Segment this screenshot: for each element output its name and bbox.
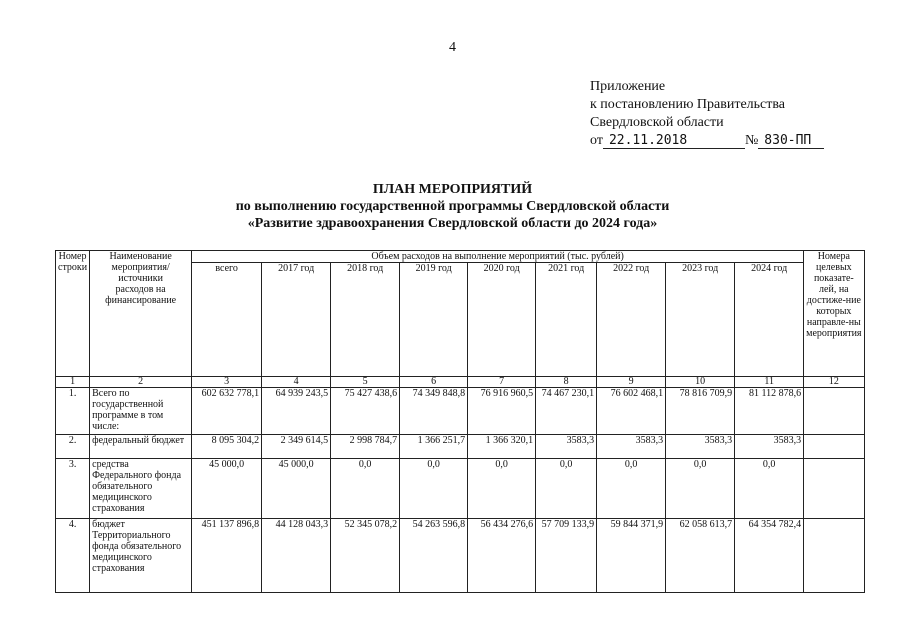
- value-2019: 74 349 848,8: [400, 388, 468, 435]
- column-number: 5: [331, 377, 400, 388]
- header-year-2024: 2024 год: [735, 263, 804, 377]
- value-2023: 0,0: [666, 459, 735, 519]
- column-number: 3: [192, 377, 262, 388]
- value-2024: 64 354 782,4: [735, 519, 804, 593]
- value-2019: 54 263 596,8: [400, 519, 468, 593]
- header-expenses-group: Объем расходов на выполнение мероприятий (тыс. рублей): [192, 251, 804, 263]
- row-name: средства Федерального фонда обязательного медицинского страхования: [90, 459, 192, 519]
- header-targets: Номера целевых показате-лей, на достиже-ние которых направле-ны мероприятия: [804, 251, 864, 377]
- value-2017: 45 000,0: [262, 459, 331, 519]
- value-2020: 0,0: [468, 459, 536, 519]
- plan-subtitle-2: «Развитие здравоохранения Свердловской области до 2024 года»: [247, 216, 658, 231]
- value-2022: 76 602 468,1: [597, 388, 666, 435]
- value-2018: 0,0: [331, 459, 400, 519]
- row-number: 1.: [56, 388, 90, 435]
- row-target: [804, 435, 864, 459]
- header-year-2019: 2019 год: [400, 263, 468, 377]
- row-target: [804, 519, 864, 593]
- value-2018: 2 998 784,7: [331, 435, 400, 459]
- value-2019: 1 366 251,7: [400, 435, 468, 459]
- column-number: 2: [90, 377, 192, 388]
- header-row-number: Номер строки: [56, 251, 90, 377]
- column-number: 7: [468, 377, 536, 388]
- value-2024: 0,0: [735, 459, 804, 519]
- value-2019: 0,0: [400, 459, 468, 519]
- column-number: 4: [262, 377, 331, 388]
- value-2017: 64 939 243,5: [262, 388, 331, 435]
- value-2022: 3583,3: [597, 435, 666, 459]
- value-2023: 3583,3: [666, 435, 735, 459]
- column-number: 11: [735, 377, 804, 388]
- column-number: 6: [400, 377, 468, 388]
- value-2020: 1 366 320,1: [468, 435, 536, 459]
- table-row: [56, 388, 865, 435]
- value-2024: 3583,3: [735, 435, 804, 459]
- appendix-signature-line: [590, 132, 880, 150]
- column-number: 8: [536, 377, 597, 388]
- decree-date: 22.11.2018: [603, 134, 745, 149]
- header-name: Наименование мероприятия/ источники расходов на финансирование: [90, 251, 192, 377]
- page-number: 4: [449, 40, 456, 55]
- plan-table: [55, 250, 865, 593]
- plan-title: ПЛАН МЕРОПРИЯТИЙ: [372, 182, 533, 197]
- decree-number: 830-ПП: [758, 134, 824, 149]
- row-name: федеральный бюджет: [90, 435, 192, 459]
- value-2020: 76 916 960,5: [468, 388, 536, 435]
- row-target: [804, 388, 864, 435]
- value-2023: 78 816 709,9: [666, 388, 735, 435]
- value-2022: 0,0: [597, 459, 666, 519]
- table-row: [56, 435, 865, 459]
- value-2018: 75 427 438,6: [331, 388, 400, 435]
- value-total: 451 137 896,8: [192, 519, 262, 593]
- appendix-block: [590, 78, 880, 150]
- value-2021: 57 709 133,9: [536, 519, 597, 593]
- column-number: 1: [56, 377, 90, 388]
- row-name: бюджет Территориального фонда обязательного медицинского страхования: [90, 519, 192, 593]
- value-2018: 52 345 078,2: [331, 519, 400, 593]
- table-row: [56, 519, 865, 593]
- row-target: [804, 459, 864, 519]
- appendix-line-2: к постановлению Правительства: [590, 97, 786, 112]
- row-number: 4.: [56, 519, 90, 593]
- header-year-2020: 2020 год: [468, 263, 536, 377]
- value-2017: 44 128 043,3: [262, 519, 331, 593]
- value-total: 8 095 304,2: [192, 435, 262, 459]
- appendix-line-3: Свердловской области: [590, 115, 724, 130]
- column-number: 12: [804, 377, 864, 388]
- column-number-row: [56, 377, 865, 388]
- row-name: Всего по государственной программе в том числе:: [90, 388, 192, 435]
- value-2021: 74 467 230,1: [536, 388, 597, 435]
- value-2024: 81 112 878,6: [735, 388, 804, 435]
- plan-subtitle-1: по выполнению государственной программы Свердловской области: [235, 199, 670, 214]
- header-year-total: всего: [192, 263, 262, 377]
- header-year-2018: 2018 год: [331, 263, 400, 377]
- date-prefix: от: [590, 133, 603, 148]
- value-2020: 56 434 276,6: [468, 519, 536, 593]
- header-year-2023: 2023 год: [666, 263, 735, 377]
- value-2022: 59 844 371,9: [597, 519, 666, 593]
- column-number: 10: [666, 377, 735, 388]
- value-2017: 2 349 614,5: [262, 435, 331, 459]
- value-2021: 3583,3: [536, 435, 597, 459]
- header-row: [56, 251, 865, 263]
- value-total: 602 632 778,1: [192, 388, 262, 435]
- table-row: [56, 459, 865, 519]
- value-2023: 62 058 613,7: [666, 519, 735, 593]
- column-number: 9: [597, 377, 666, 388]
- value-total: 45 000,0: [192, 459, 262, 519]
- row-number: 2.: [56, 435, 90, 459]
- header-year-2022: 2022 год: [597, 263, 666, 377]
- row-number: 3.: [56, 459, 90, 519]
- header-year-2017: 2017 год: [262, 263, 331, 377]
- number-prefix: №: [744, 133, 759, 148]
- appendix-line-1: Приложение: [590, 79, 666, 94]
- value-2021: 0,0: [536, 459, 597, 519]
- header-year-2021: 2021 год: [536, 263, 597, 377]
